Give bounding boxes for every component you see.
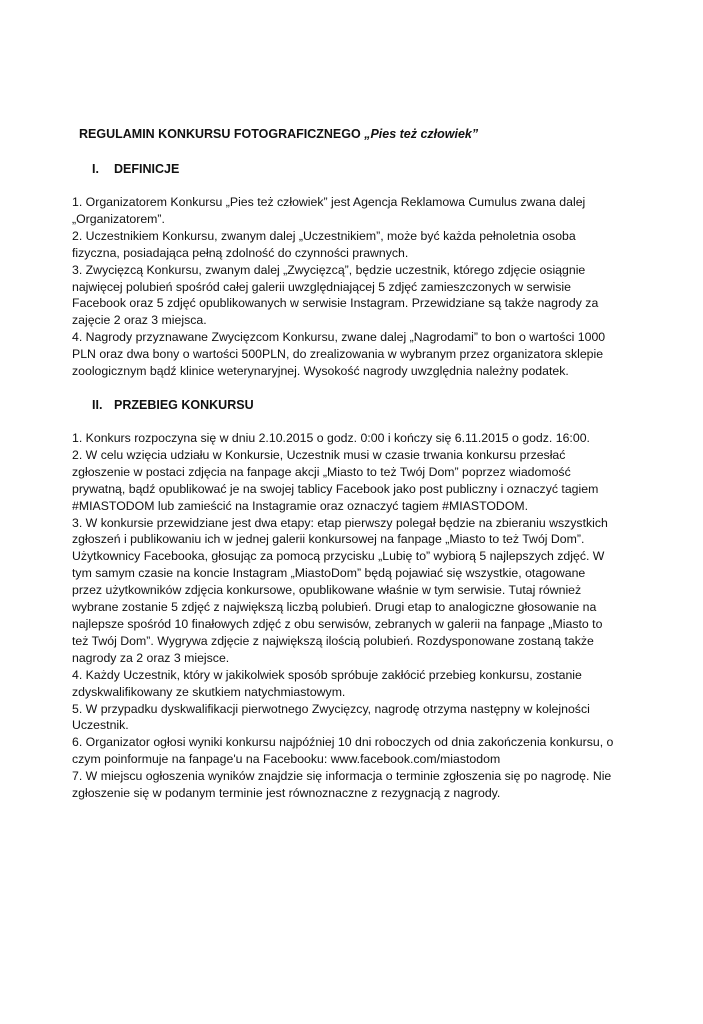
paragraph (72, 430, 632, 447)
text-line: zgłoszenie się w podanym terminie jest równoznaczne z rezygnacją z nagrody. (72, 786, 501, 801)
document-title-plain: REGULAMIN KONKURSU FOTOGRAFICZNEGO (79, 127, 365, 141)
paragraph (72, 701, 632, 735)
text-line: 3. W konkursie przewidziane jest dwa etapy: etap pierwszy polegał będzie na zbieraniu wszystkich (72, 515, 608, 530)
text-line: zgłoszenie w postaci zdjęcia na fanpage akcji „Miasto to też Twój Dom” poprzez wiadomość (72, 464, 571, 479)
text-line: 4. Nagrody przyznawane Zwycięzcom Konkursu, zwane dalej „Nagrodami” to bon o wartości 1000 (72, 330, 606, 345)
text-line: 5. W przypadku dyskwalifikacji pierwotnego Zwycięzcy, nagrodę otrzyma następny w kolejności (72, 701, 590, 716)
text-line: 6. Organizator ogłosi wyniki konkursu najpóźniej 10 dni roboczych od dnia zakończenia konkursu, o (72, 735, 614, 750)
text-line: fizyczna, posiadająca pełną zdolność do czynności prawnych. (72, 245, 409, 260)
text-line: 7. W miejscu ogłoszenia wyników znajdzie się informacja o terminie zgłoszenia się po nagrodę. Nie (72, 769, 612, 784)
paragraph (72, 768, 632, 802)
section-number: II. (92, 398, 103, 412)
paragraph (72, 228, 632, 262)
section-heading-definitions (92, 162, 179, 176)
paragraph (72, 734, 632, 768)
text-line: Użytkownicy Facebooka, głosując za pomocą przycisku „Lubię to” wybiorą 5 najlepszych zdjęć. W (72, 549, 605, 564)
text-line: tym samym czasie na koncie Instagram „MiastoDom” będą pojawiać się wszystkie, otagowane (72, 566, 586, 581)
text-line: czym poinformuje na fanpage'u na Facebooku: www.facebook.com/miastodom (72, 752, 501, 767)
text-line: prywatną, bądź opublikować je na swojej tablicy Facebook jako post publiczny i oznaczyć tagiem (72, 481, 599, 496)
paragraph (72, 667, 632, 701)
text-line: 1. Organizatorem Konkursu „Pies też człowiek” jest Agencja Reklamowa Cumulus zwana dalej (72, 195, 586, 209)
text-line: zoologicznym bądź klinice weterynaryjnej. Wysokość nagrody uwzględnia należny podatek. (72, 364, 569, 379)
text-line: Uczestnik. (72, 718, 129, 733)
text-line: #MIASTODOM lub zamieścić na Instagramie oraz oznaczyć tagiem #MIASTODOM. (72, 498, 529, 513)
text-line: zgłoszeń i publikowaniu ich w jednej galerii konkursowej na fanpage „Miasto to też Twój Dom”. (72, 532, 585, 547)
text-line: nagrody za 2 oraz 3 miejsce. (72, 650, 230, 665)
text-line: przez użytkowników zdjęcia konkursowe, opublikowane właśnie w tym serwisie. Tutaj również (72, 583, 582, 598)
section-body-definitions (72, 194, 632, 380)
text-line: 2. Uczestnikiem Konkursu, zwanym dalej „Uczestnikiem”, może być każda pełnoletnia osoba (72, 228, 576, 243)
section-number: I. (92, 162, 99, 176)
document-title (79, 127, 478, 141)
text-line: wybrane zostanie 5 zdjęć z największą liczbą polubień. Drugi etap to analogiczne głosowanie na (72, 600, 597, 615)
text-line: najlepsze spośród 10 finałowych zdjęć z obu serwisów, zebranych w galerii na fanpage „Miasto to (72, 616, 603, 631)
paragraph (72, 515, 632, 667)
text-line: 3. Zwycięzcą Konkursu, zwanym dalej „Zwycięzcą”, będzie uczestnik, którego zdjęcie osiągnie (72, 262, 586, 277)
section-heading-contest-course (92, 398, 254, 412)
paragraph (72, 447, 632, 515)
text-line: też Twój Dom”. Wygrywa zdjęcie z największą ilością polubień. Rozdysponowane zostaną także (72, 633, 594, 648)
paragraph (72, 194, 632, 228)
text-line: zajęcie 2 oraz 3 miejsca. (72, 313, 207, 328)
text-line: „Organizatorem”. (72, 211, 165, 226)
paragraph (72, 329, 632, 380)
text-line: 4. Każdy Uczestnik, który w jakikolwiek sposób spróbuje zakłócić przebieg konkursu, zostanie (72, 667, 582, 682)
text-line: 1. Konkurs rozpoczyna się w dniu 2.10.2015 o godz. 0:00 i kończy się 6.11.2015 o godz. 16:00. (72, 431, 590, 445)
text-line: PLN oraz dwa bony o wartości 500PLN, do zrealizowania w wybranym przez organizatora sklepie (72, 347, 604, 362)
document-title-italic: „Pies też człowiek” (364, 127, 479, 141)
paragraph (72, 262, 632, 330)
text-line: Facebook oraz 5 zdjęć opublikowanych w serwisie Instagram. Przewidziane są także nagrody za (72, 296, 599, 311)
text-line: 2. W celu wzięcia udziału w Konkursie, Uczestnik musi w czasie trwania konkursu przesłać (72, 447, 566, 462)
section-title: DEFINICJE (114, 162, 180, 176)
text-line: zdyskwalifikowany ze skutkiem natychmiastowym. (72, 684, 346, 699)
text-line: najwięcej polubień spośród całej galerii uwzględniającej 5 zdjęć zamieszczonych w serwisie (72, 279, 571, 294)
section-title: PRZEBIEG KONKURSU (114, 398, 254, 412)
section-body-contest-course (72, 430, 632, 802)
